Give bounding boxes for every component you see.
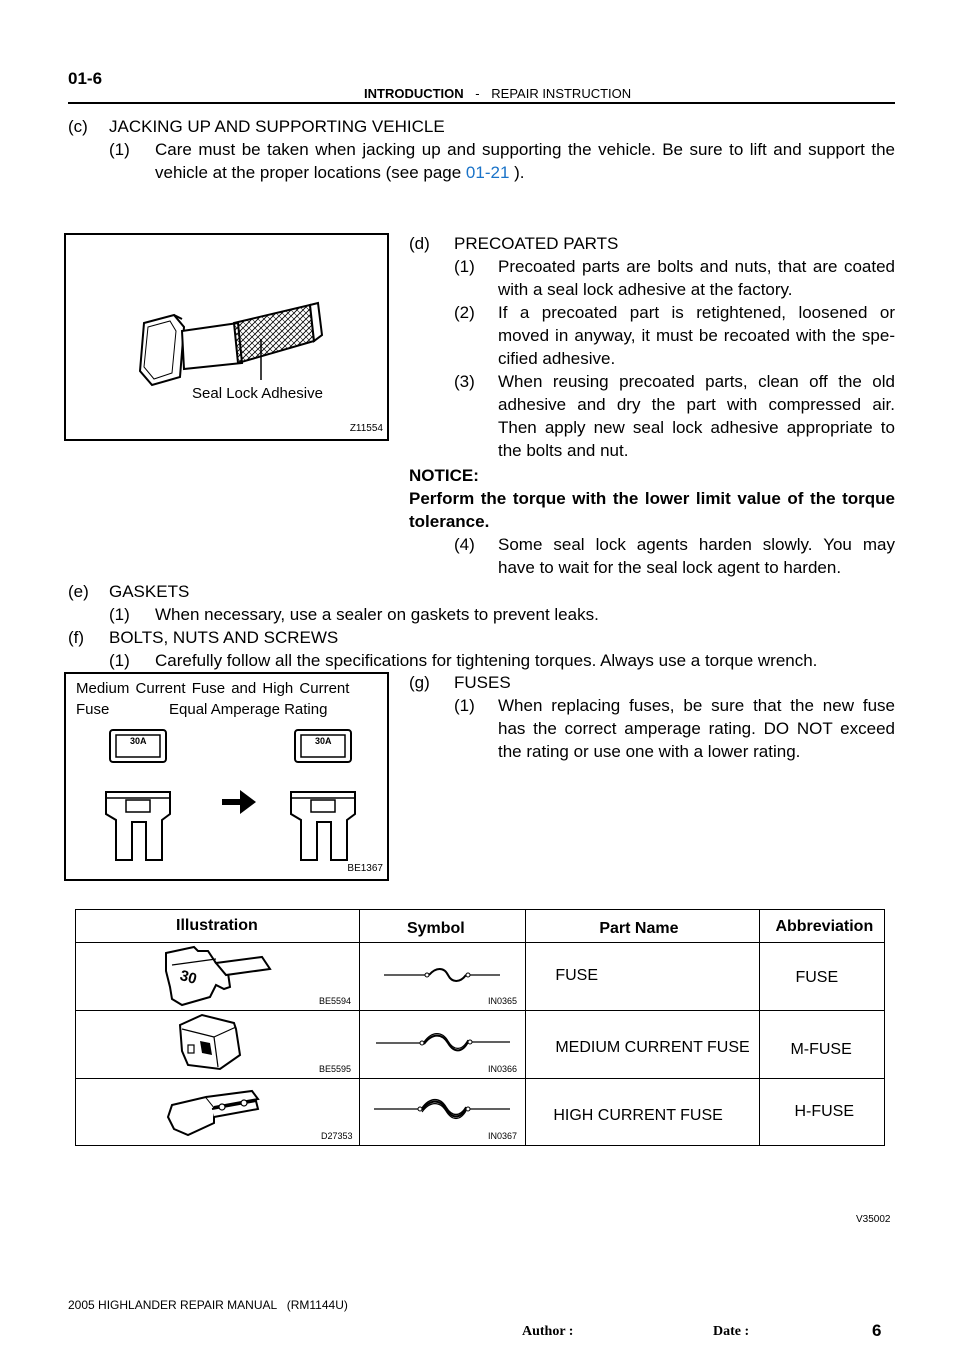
g-title: FUSES [454,673,511,692]
fig2-caption-line2a: Fuse [76,701,110,718]
e-label: (e) [68,582,89,601]
f-title: BOLTS, NUTS AND SCREWS [109,628,339,647]
medium-current-fuse-icon [76,1011,360,1077]
part-name-cell [526,1011,760,1079]
symbol-cell [359,1079,525,1146]
header-abbreviation-cell [760,910,885,943]
blade-fuse-icon [76,943,360,1009]
d-item3-line3: Then apply new seal lock adhesive appropriate to [498,418,895,437]
c-item1-line2-pre: vehicle at the proper locations (see page [155,163,466,182]
figure-code-be1367: BE1367 [347,863,383,874]
header-title [364,86,631,101]
symbol-code: IN0366 [487,1064,517,1074]
manual-title: 2005 HIGHLANDER REPAIR MANUAL (RM1144U) [68,1298,348,1312]
figure-code-z11554: Z11554 [349,423,383,434]
symbol-cell [359,1011,525,1079]
g-item1-line3: the rating or use one with a lower rating. [498,742,801,761]
header-part-name: Part Name [599,920,679,937]
seal-lock-figure [64,233,389,441]
notice-line2: tolerance. [409,512,490,531]
fig2-caption-line2b: Equal Amperage Rating [169,701,328,718]
d-item3-line4: the bolts and nut. [498,441,629,460]
table-header-row [76,910,885,943]
e-item1-text: When necessary, use a sealer on gaskets to prevent leaks. [155,605,599,624]
abbreviation: H-FUSE [794,1103,854,1120]
table-row [76,1011,885,1079]
fig2-caption-line1: Medium Current Fuse and High Current [76,680,350,697]
d-item4-line2: have to wait for the seal lock agent to harden. [498,558,842,577]
notice-label: NOTICE: [409,466,479,485]
left-fuse-rating: 30A [130,736,147,746]
part-name: MEDIUM CURRENT FUSE [555,1039,750,1056]
d-item1-num: (1) [454,257,475,276]
e-item1-num: (1) [109,605,130,624]
d-item2-line3: cified adhesive. [498,349,616,368]
header-section: INTRODUCTION [364,86,464,101]
d-item3-line1: When reusing precoated parts, clean off the old [498,372,895,391]
header-abbreviation: Abbreviation [775,918,874,935]
page-link-01-21[interactable]: 01-21 [465,163,510,182]
d-item2-line2: moved in anyway, it must be recoated with the spe- [498,326,895,345]
g-item1-num: (1) [454,696,475,715]
page-code: 01-6 [68,69,103,88]
precoated-bolt-illustration [66,235,387,439]
g-item1-line2: has the correct amperage rating. DO NOT exceed [498,719,895,738]
part-name: HIGH CURRENT FUSE [553,1107,723,1124]
d-item2-num: (2) [454,303,475,322]
g-item1-line1: When replacing fuses, be sure that the new fuse [498,696,895,715]
fuse-types-table [75,909,885,1146]
d-item4-line1: Some seal lock agents harden slowly. You may [498,535,895,554]
symbol-code: IN0367 [487,1131,517,1141]
d-item4-num: (4) [454,535,475,554]
f-label: (f) [68,628,85,647]
abbreviation: FUSE [795,969,839,986]
illustration-cell [76,943,360,1011]
header-part-name-cell [526,910,760,943]
g-label: (g) [409,673,430,692]
author-label: Author : [522,1324,574,1339]
symbol-code: IN0365 [487,996,517,1006]
abbreviation: M-FUSE [790,1041,852,1058]
d-item2-line1: If a precoated part is retightened, loosened or [498,303,895,322]
high-current-fuse-icon [76,1079,360,1144]
illustration-cell [76,1079,360,1146]
d-item3-line2: adhesive and dry the part with compressed air. [498,395,895,414]
c-item1-line2-post: ). [509,163,525,182]
d-item3-num: (3) [454,372,475,391]
e-title: GASKETS [109,582,190,601]
illustration-code: D27353 [321,1131,353,1141]
c-item1-line2 [155,162,525,184]
abbreviation-cell [760,1079,885,1146]
right-fuse-rating: 30A [315,736,332,746]
c-title: JACKING UP AND SUPPORTING VEHICLE [109,117,445,136]
f-item1-num: (1) [109,651,130,670]
seal-lock-adhesive-label: Seal Lock Adhesive [192,385,323,402]
part-name-cell [526,943,760,1011]
header-subsection: REPAIR INSTRUCTION [491,86,632,101]
c-item1-num: (1) [109,140,130,159]
abbreviation-cell [760,1011,885,1079]
illustration-code: BE5594 [319,996,352,1006]
table-row [76,1079,885,1146]
c-item1-line1: Care must be taken when jacking up and supporting the vehicle. Be sure to lift and support the [155,140,895,159]
page-number: 6 [872,1321,882,1340]
d-title: PRECOATED PARTS [454,234,619,253]
fuse-replacement-illustration [66,674,387,879]
symbol-cell [359,943,525,1011]
fuse-rating-30: 30 [178,967,199,988]
header-illustration-cell [76,910,360,943]
illustration-code: BE5595 [319,1064,352,1074]
header-dash: - [475,86,480,101]
header-symbol: Symbol [406,920,465,937]
d-label: (d) [409,234,430,253]
header-symbol-cell [359,910,525,943]
c-label: (c) [68,117,88,136]
header-rule [68,102,895,104]
figure-code-v35002: V35002 [856,1214,891,1225]
part-name-cell [526,1079,760,1146]
d-item1-line2: with a seal lock adhesive at the factory. [498,280,793,299]
illustration-cell [76,1011,360,1079]
notice-line1: Perform the torque with the lower limit value of the torque [409,489,895,508]
header-illustration: Illustration [176,917,258,934]
date-label: Date : [713,1324,750,1339]
abbreviation-cell [760,943,885,1011]
fuse-replacement-figure [64,672,389,881]
d-item1-line1: Precoated parts are bolts and nuts, that are coated [498,257,895,276]
part-name: FUSE [555,967,598,984]
f-item1-text: Carefully follow all the specifications for tightening torques. Always use a torque wrench. [155,651,818,670]
table-row [76,943,885,1011]
